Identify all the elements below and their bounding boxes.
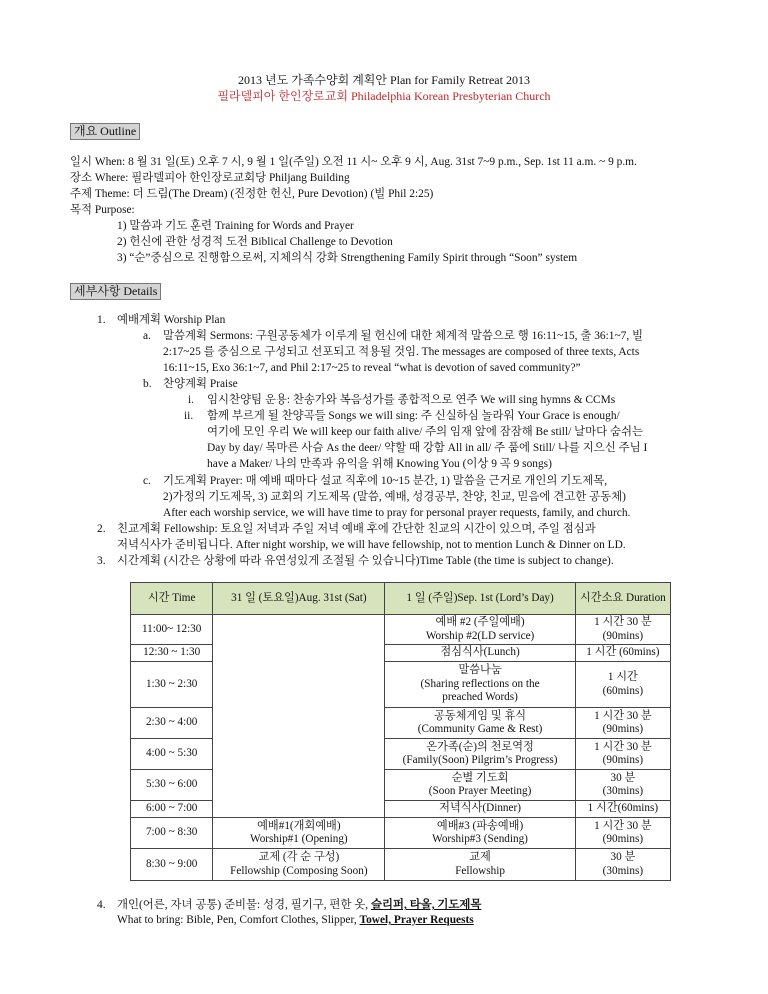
sub-sub-label: i.	[188, 394, 195, 406]
prayer-line: 기도계획 Prayer: 매 예배 때마다 설교 직후에 10~15 분간, 1) 말씀을 근거로 개인의 기도제목,	[163, 475, 608, 487]
activity-cell: 점심식사(Lunch)	[385, 645, 575, 662]
worship-plan-title: 예배계획 Worship Plan	[117, 314, 226, 326]
sermon-line: 말씀계획 Sermons: 구원공동체가 이루게 될 헌신에 대한 체계적 말씀으로 행 16:11~15, 출 36:1~7, 빌	[163, 330, 644, 342]
church-name: 필라델피아 한인장로교회 Philadelphia Korean Presbyterian Church	[217, 89, 551, 103]
duration-ko: 1 시간 30 분	[594, 709, 652, 722]
activity-ko: 순별 기도회	[451, 771, 509, 784]
duration-ko: 30 분	[610, 771, 636, 784]
item-number: 4.	[97, 899, 106, 911]
duration-cell: 1 시간 (60mins)	[575, 645, 670, 662]
activity-en: Worship#3 (Sending)	[432, 833, 528, 845]
prayer-line: After each worship service, we will have time to pray for personal prayer requests, family, and church.	[163, 507, 631, 519]
duration-en: (60mins)	[602, 684, 644, 697]
saturday-activity-cell	[213, 818, 385, 849]
activity-en: Worship #2(LD service)	[425, 629, 535, 642]
sermon-line: 2:17~25 를 중심으로 구성되고 선포되고 적용될 것임. The messages are composed of three texts, Acts	[163, 346, 640, 358]
purpose-item: 2) 헌신에 관한 성경적 도전 Biblical Challenge to Devotion	[117, 236, 393, 248]
time-cell: 11:00~ 12:30	[131, 615, 213, 645]
duration-ko: 1 시간 30 분	[594, 819, 652, 832]
activity-ko: 교제	[469, 851, 491, 863]
time-cell: 6:00 ~ 7:00	[131, 801, 213, 818]
details-heading: 세부사항 Details	[70, 283, 161, 300]
what-to-bring-en	[117, 913, 474, 928]
activity-cell	[385, 818, 575, 849]
time-cell: 5:30 ~ 6:00	[131, 770, 213, 801]
header-saturday: 31 일 (토요일)Aug. 31st (Sat)	[213, 583, 385, 615]
header-duration: 시간소요 Duration	[575, 583, 670, 615]
duration-en: (90mins)	[602, 833, 644, 845]
activity-en: Fellowship	[455, 864, 505, 877]
praise-team-line: 임시찬양팀 운용: 찬송가와 복음성가를 종합적으로 연주 We will sing hymns & CCMs	[207, 394, 616, 406]
sub-item-label: a.	[143, 330, 151, 342]
duration-cell	[575, 615, 670, 645]
activity-en: (Sharing reflections on the preached Words)	[420, 677, 540, 704]
time-cell: 8:30 ~ 9:00	[131, 849, 213, 881]
activity-ko: 예배 #2 (주일예배)	[435, 616, 525, 628]
activity-en: (Soon Prayer Meeting)	[428, 785, 532, 797]
theme-line: 주제 Theme: 더 드림(The Dream) (진정한 헌신, Pure Devotion) (빌 Phil 2:25)	[70, 188, 434, 200]
outline-heading: 개요 Outline	[70, 123, 140, 140]
activity-cell	[385, 739, 575, 770]
activity-ko: 온가족(순)의 천로역정	[426, 740, 534, 753]
duration-cell	[575, 818, 670, 849]
activity-en: Fellowship (Composing Soon)	[230, 864, 368, 877]
duration-cell	[575, 849, 670, 881]
sub-item-label: b.	[143, 378, 152, 390]
activity-ko: 예배#3 (파송예배)	[436, 819, 524, 832]
time-cell: 2:30 ~ 4:00	[131, 708, 213, 739]
duration-cell	[575, 662, 670, 708]
bring-list-ko: 개인(어른, 자녀 공통) 준비물: 성경, 필기구, 편한 옷,	[117, 899, 371, 911]
saturday-empty-cell	[213, 615, 385, 818]
time-table	[130, 582, 671, 881]
activity-en: (Family(Soon) Pilgrim’s Progress)	[402, 754, 558, 766]
praise-title: 찬양계획 Praise	[163, 378, 238, 390]
duration-en: (90mins)	[602, 754, 644, 766]
fellowship-line: 친교계획 Fellowship: 토요일 저녁과 주일 저녁 예배 후에 간단한 친교의 시간이 있으며, 주일 점심과	[117, 523, 596, 535]
item-number: 3.	[97, 555, 106, 567]
songs-line: Day by day/ 목마른 사슴 As the deer/ 약할 때 강함 All in all/ 주 품에 Still/ 나를 지으신 주님 I	[207, 442, 648, 454]
activity-cell	[385, 770, 575, 801]
fellowship-line: 저녁식사가 준비됩니다. After night worship, we will have fellowship, not to mention Lunch & Dinner on LD.	[117, 539, 626, 551]
saturday-activity-cell	[213, 849, 385, 881]
document-title: 2013 년도 가족수양회 계획안 Plan for Family Retreat 2013	[238, 73, 530, 87]
purpose-label: 목적 Purpose:	[70, 204, 135, 216]
time-cell: 7:00 ~ 8:30	[131, 818, 213, 849]
activity-cell	[385, 708, 575, 739]
duration-ko: 1 시간	[607, 671, 638, 683]
where-line: 장소 Where: 필라델피아 한인장로교회당 Philjang Building	[70, 172, 350, 184]
header-time: 시간 Time	[131, 583, 213, 615]
duration-cell	[575, 739, 670, 770]
duration-cell	[575, 708, 670, 739]
duration-ko: 1 시간 30 분	[594, 740, 652, 753]
activity-cell	[385, 615, 575, 645]
songs-line: 여기에 모인 우리 We will keep our faith alive/ 주의 임재 앞에 잠잠해 Be still/ 날마다 숨쉬는	[207, 426, 644, 438]
activity-cell: 저녁식사(Dinner)	[385, 801, 575, 818]
duration-en: (90mins)	[602, 629, 644, 642]
duration-en: (30mins)	[602, 864, 644, 877]
purpose-item: 1) 말씀과 기도 훈련 Training for Words and Prayer	[117, 220, 354, 232]
duration-en: (90mins)	[602, 723, 644, 735]
bring-list-ko-emphasis: 슬리퍼, 타올, 기도제목	[371, 899, 482, 911]
activity-en: (Community Game & Rest)	[417, 723, 543, 735]
timetable-intro: 시간계획 (시간은 상황에 따라 유연성있게 조절될 수 있습니다)Time Table (the time is subject to change).	[117, 555, 614, 567]
activity-cell	[385, 849, 575, 881]
header-sunday: 1 일 (주일)Sep. 1st (Lord’s Day)	[385, 583, 575, 615]
bring-list-en-emphasis: Towel, Prayer Requests	[359, 914, 474, 926]
duration-en: (30mins)	[602, 785, 644, 797]
activity-cell	[385, 662, 575, 708]
bring-list-en: What to bring: Bible, Pen, Comfort Clothes, Slipper,	[117, 914, 360, 926]
duration-cell: 1 시간(60mins)	[575, 801, 670, 818]
time-cell: 1:30 ~ 2:30	[131, 662, 213, 708]
activity-ko: 말씀나눔	[458, 664, 502, 677]
duration-ko: 1 시간 30 분	[594, 616, 652, 628]
item-number: 1.	[97, 314, 106, 326]
songs-line: 함께 부르게 될 찬양곡들 Songs we will sing: 주 신실하심 놀라워 Your Grace is enough/	[207, 410, 620, 422]
time-cell: 4:00 ~ 5:30	[131, 739, 213, 770]
sub-item-label: c.	[143, 475, 151, 487]
purpose-item: 3) “순”중심으로 진행함으로써, 지체의식 강화 Strengthening Family Spirit through “Soon” system	[117, 252, 578, 264]
when-line: 일시 When: 8 월 31 일(토) 오후 7 시, 9 월 1 일(주일) 오전 11 시~ 오후 9 시, Aug. 31st 7~9 p.m., Sep. 1st 11 a.m. ~ 9 p.m.	[70, 156, 637, 168]
duration-ko: 30 분	[610, 851, 636, 863]
sub-sub-label: ii.	[184, 410, 194, 422]
duration-cell	[575, 770, 670, 801]
sermon-line: 16:11~15, Exo 36:1~7, and Phil 2:17~25 to reveal “what is devotion of saved community?”	[163, 362, 581, 374]
activity-ko: 예배#1(개회예배)	[257, 819, 341, 832]
what-to-bring-ko	[117, 898, 481, 913]
prayer-line: 2)가정의 기도제목, 3) 교회의 기도제목 (말씀, 예배, 성경공부, 찬양, 친교, 믿음에 견고한 공동체)	[163, 491, 626, 503]
time-cell: 12:30 ~ 1:30	[131, 645, 213, 662]
songs-line: have a Maker/ 나의 만족과 유익을 위해 Knowing You (이상 9 곡 9 songs)	[207, 458, 552, 470]
activity-en: Worship#1 (Opening)	[250, 833, 348, 845]
item-number: 2.	[97, 523, 106, 535]
activity-ko: 교제 (각 순 구성)	[258, 851, 340, 863]
activity-ko: 공동체게임 및 휴식	[434, 709, 527, 722]
